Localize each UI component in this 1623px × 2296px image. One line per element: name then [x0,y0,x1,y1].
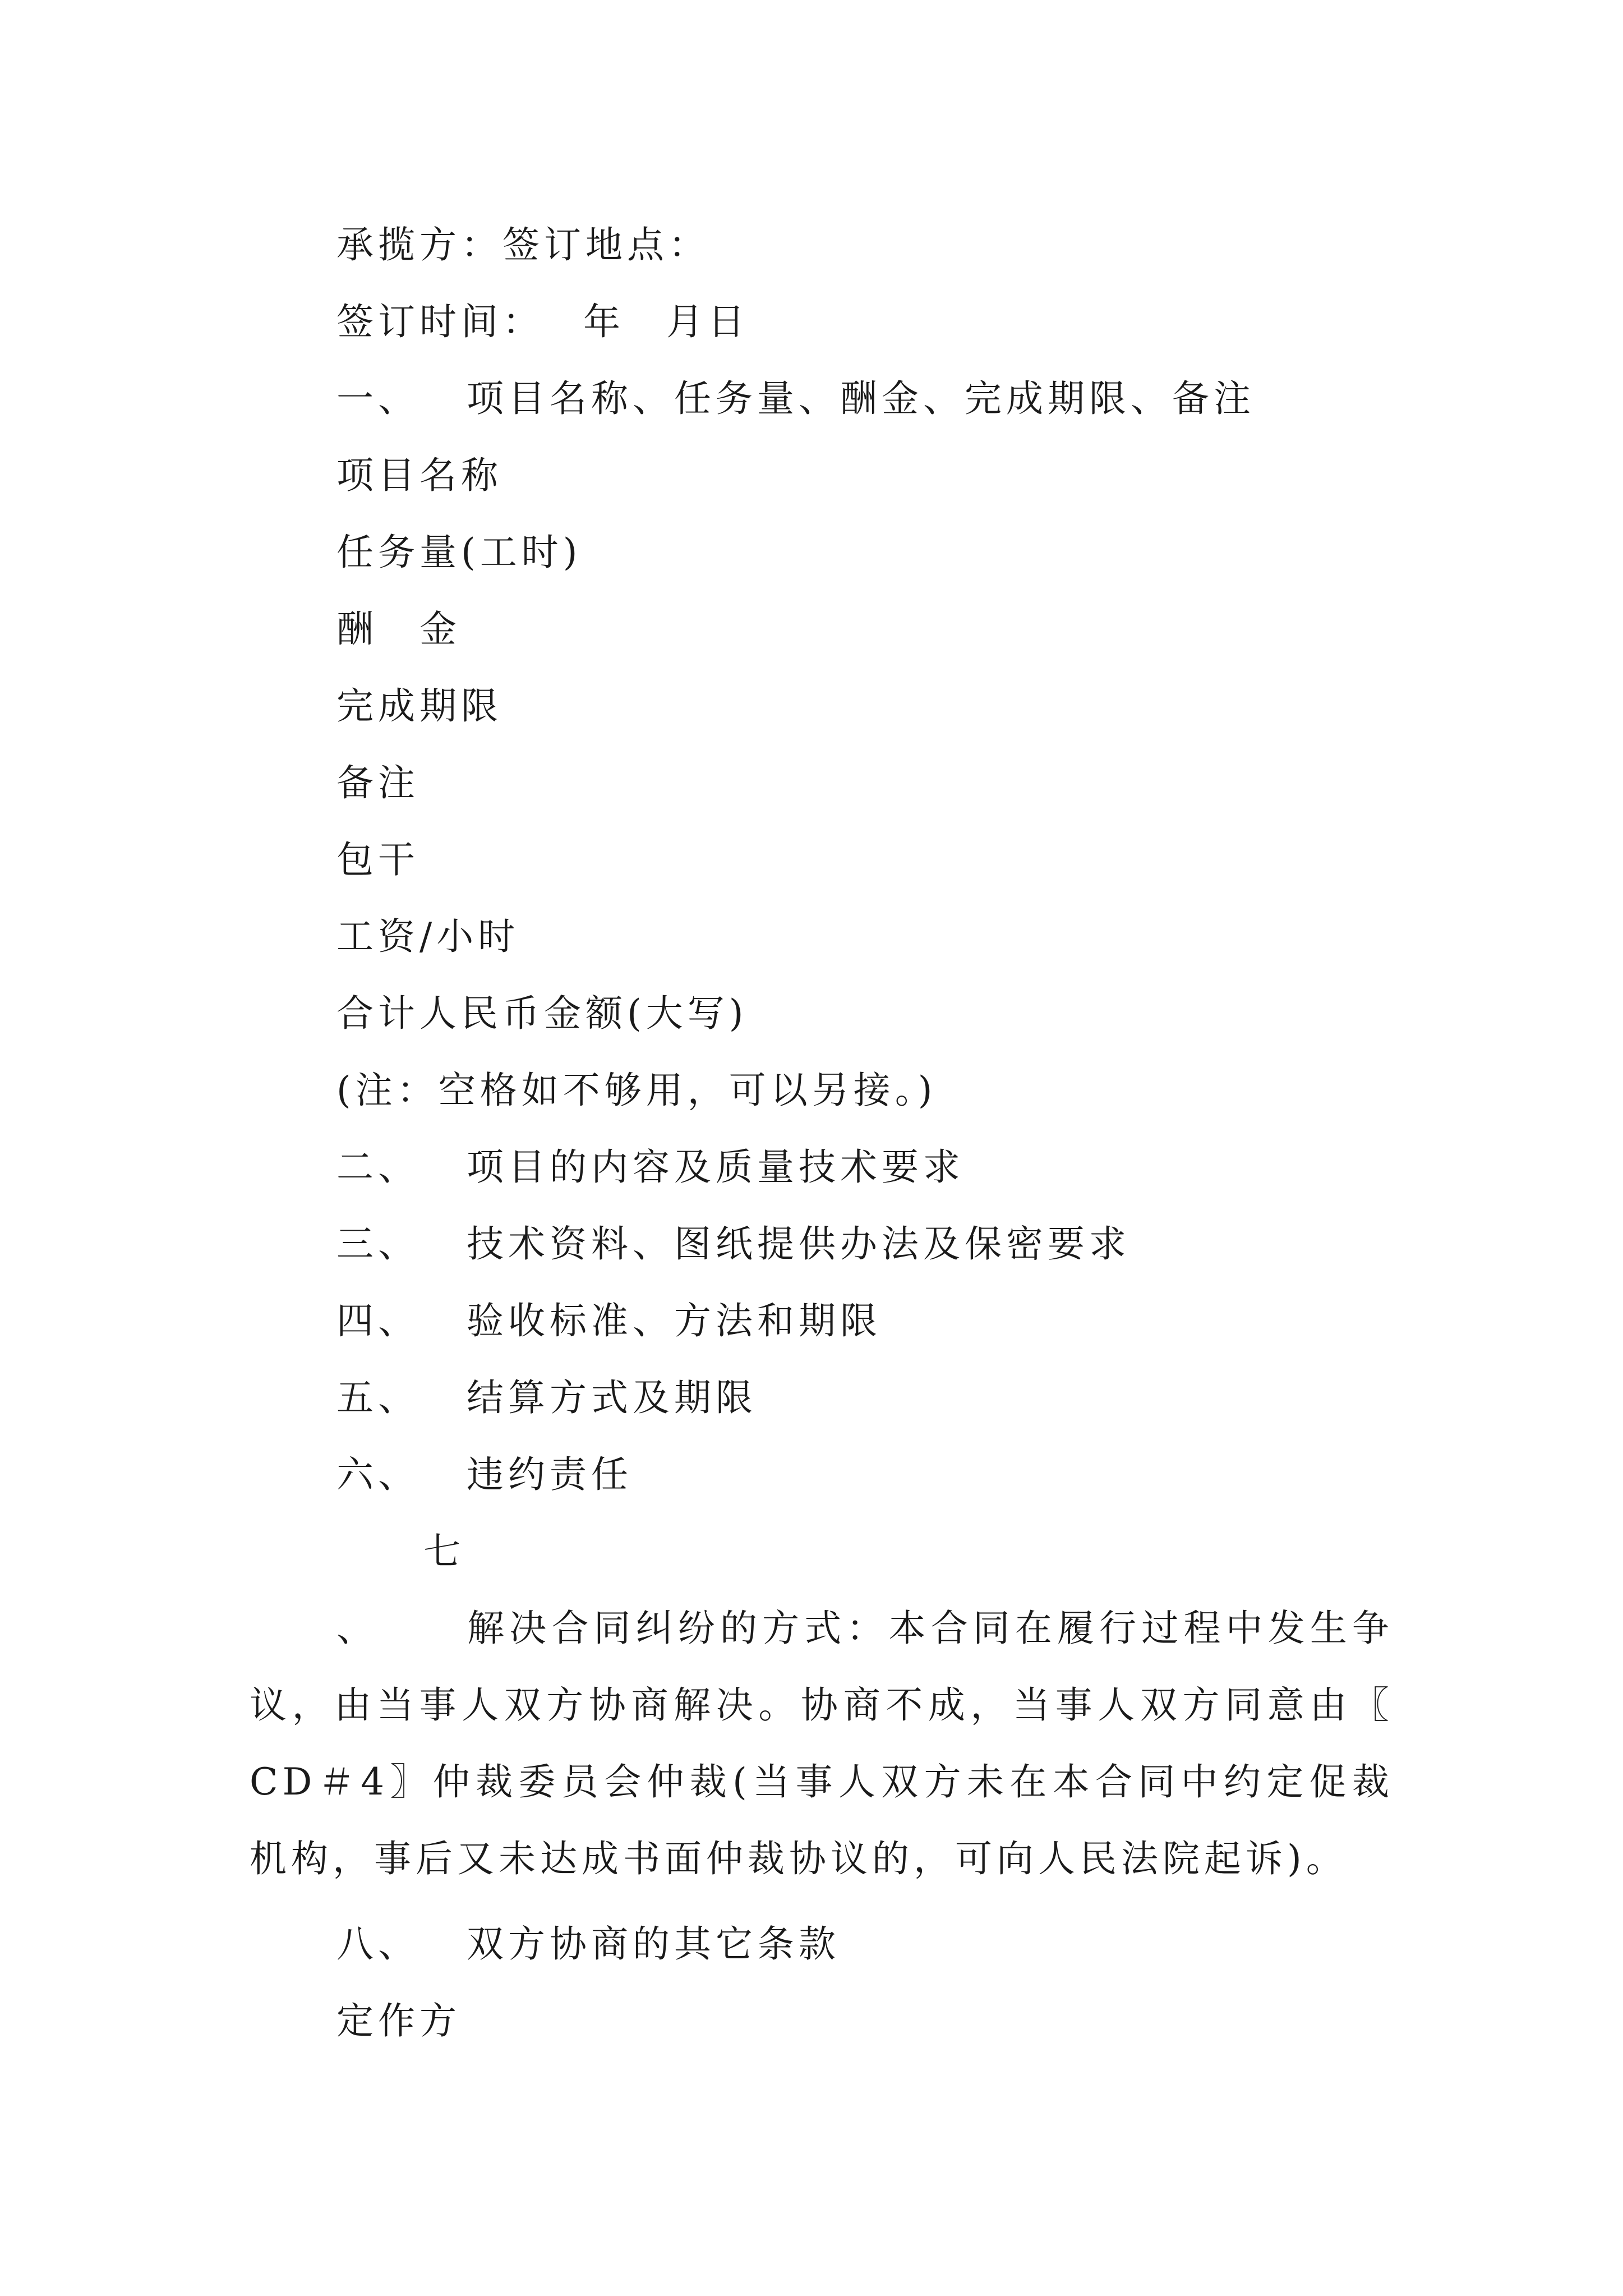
field-total-amount: 合计人民币金额(大写) [336,992,748,1035]
field-remuneration: 酬 金 [336,608,461,651]
section-4-heading [250,1282,1394,1359]
section-title: 项目的内容及质量技术要求 [467,1145,965,1189]
section-8-heading [250,1906,1394,1982]
section-7-paragraph [250,1513,1394,1897]
section-3-heading [250,1205,1394,1282]
section-title: 项目名称、任务量、酬金、完成期限、备注 [467,377,1255,420]
field-hourly-wage: 工资/小时 [336,915,520,958]
field-lump-sum: 包干 [336,838,419,881]
section-1-heading [250,360,1394,437]
field-workload: 任务量(工时) [336,531,582,574]
ordering-party-label: 定作方 [336,1999,461,2042]
section-title: 结算方式及期限 [467,1376,757,1419]
contractor-sign-place: 承揽方：签订地点： [336,223,710,266]
section-text: 解决合同纠纷的方式：本合同在履行过程中发生争议，由当事人双方协商解决。协商不成，当事人双方同意由〖CD＃4〗仲裁委员会仲裁(当事人双方未在本合同中约定促裁机构，事后又未达成书面仲裁协议的，可向人民法院起诉)。 [250,1607,1394,1880]
section-number: 五、 [336,1376,419,1419]
section-number: 七、 [336,1530,465,1650]
field-remarks: 备注 [336,761,419,804]
paragraph-gap [250,1897,1394,1906]
section-title: 技术资料、图纸提供办法及保密要求 [467,1222,1131,1266]
section-number: 四、 [336,1299,419,1342]
section-2-heading [250,1129,1394,1205]
note-extra-space: (注：空格如不够用，可以另接。) [336,1069,937,1112]
section-title: 验收标准、方法和期限 [467,1299,882,1342]
section-number: 一、 [336,377,419,420]
section-6-heading [250,1436,1394,1513]
sign-time: 签订时间： 年 月日 [336,300,749,343]
section-title: 违约责任 [467,1453,633,1496]
section-title: 双方协商的其它条款 [467,1922,840,1966]
section-number: 二、 [336,1145,419,1189]
field-project-name: 项目名称 [336,454,502,497]
section-number: 三、 [336,1222,419,1266]
field-deadline: 完成期限 [336,684,502,728]
document-body [250,206,1394,2059]
section-number: 八、 [336,1922,419,1966]
section-number: 六、 [336,1453,419,1496]
section-5-heading [250,1359,1394,1436]
